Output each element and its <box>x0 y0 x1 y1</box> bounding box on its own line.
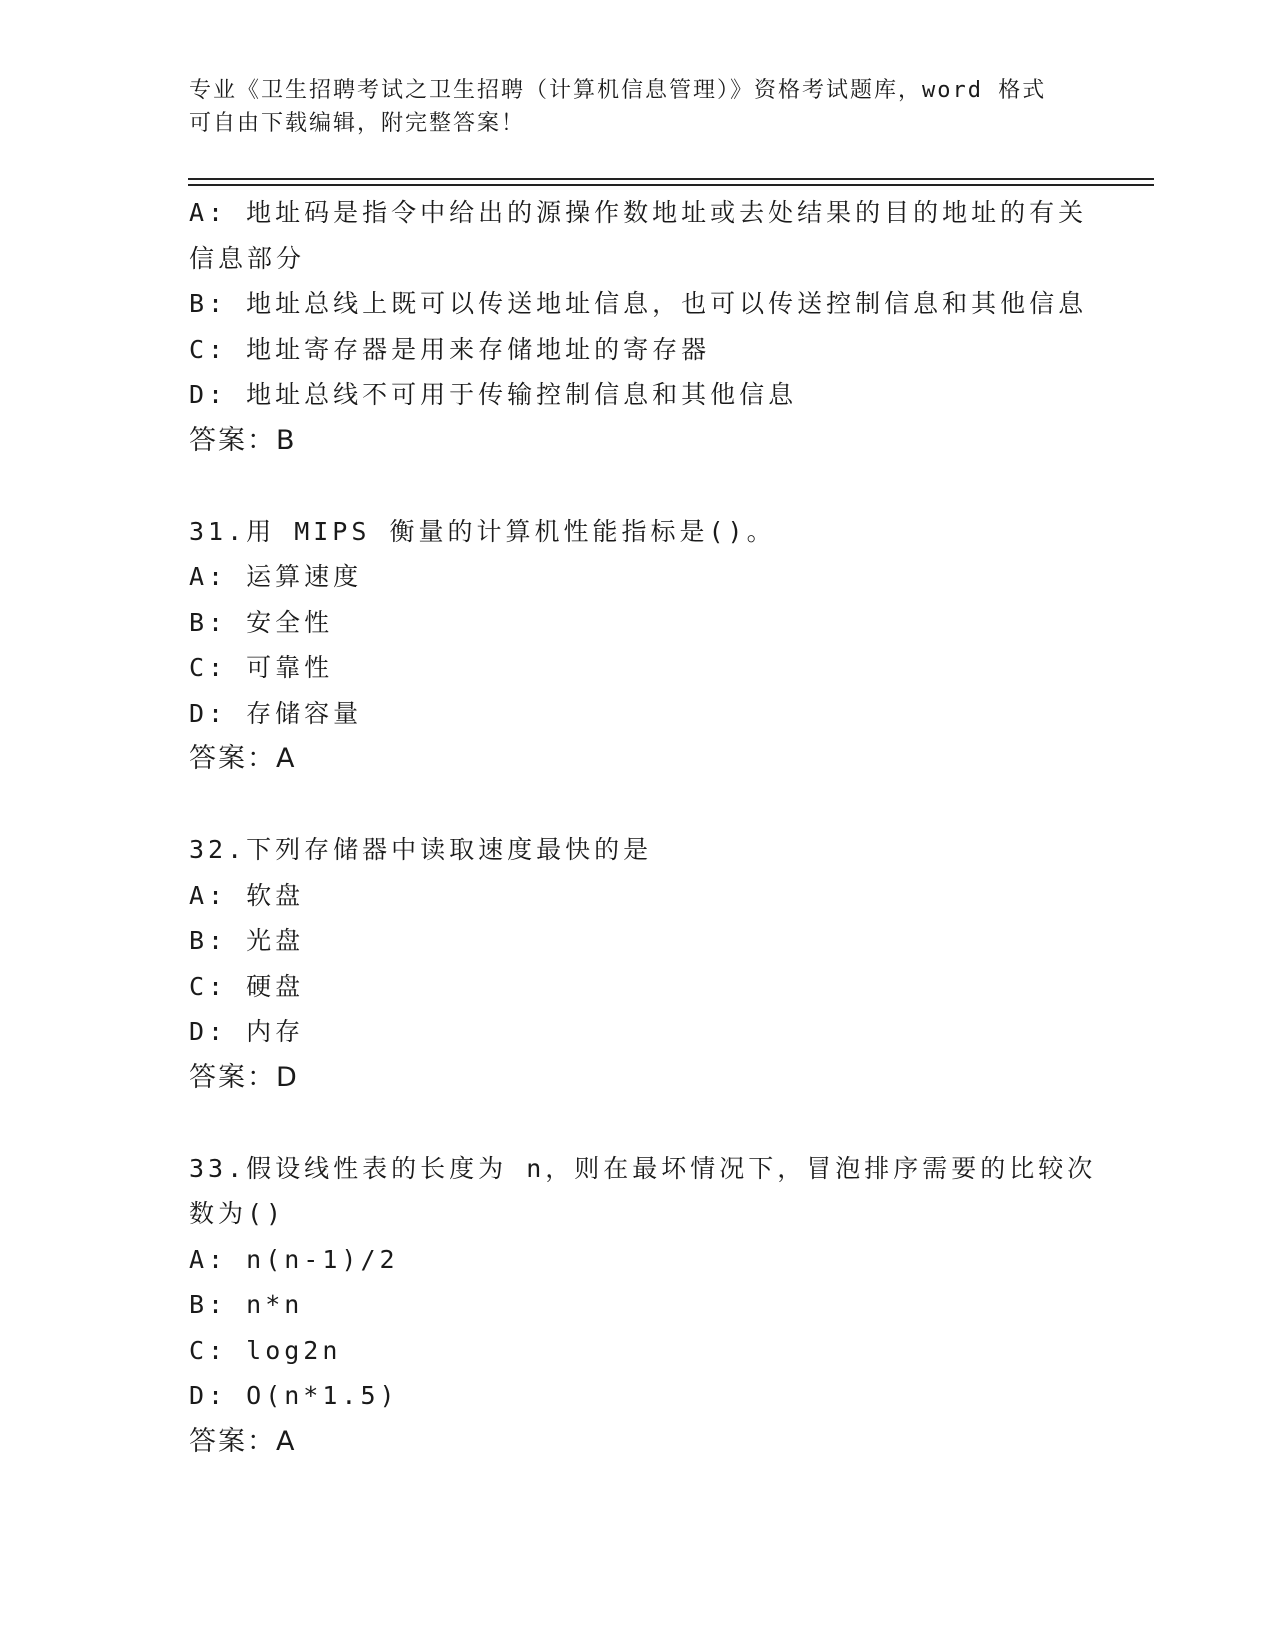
spacer <box>189 782 1089 828</box>
question-stem: 32.下列存储器中读取速度最快的是 <box>189 835 653 864</box>
question-stem: 31.用 MIPS 衡量的计算机性能指标是()。 <box>189 516 776 546</box>
option-b: B: 地址总线上既可以传送地址信息，也可以传送控制信息和其他信息 <box>189 289 1088 318</box>
option-a: A: n(n-1)/2 <box>189 1244 399 1274</box>
header-divider-bottom <box>188 184 1154 186</box>
option-c: C: log2n <box>189 1335 342 1365</box>
document-header <box>189 74 1069 140</box>
option-a-line-1: A: 地址码是指令中给出的源操作数地址或去处结果的目的地址的有关 <box>189 198 1088 227</box>
option-d: D: 内存 <box>189 1017 305 1046</box>
header-line-2: 可自由下载编辑，附完整答案！ <box>189 111 526 136</box>
question-stem-line-1: 33.假设线性表的长度为 n，则在最坏情况下，冒泡排序需要的比较次 <box>189 1153 1097 1183</box>
option-c: C: 地址寄存器是用来存储地址的寄存器 <box>189 334 711 364</box>
answer-line: 答案：B <box>189 424 297 456</box>
question-block-31 <box>189 509 1089 782</box>
question-stem-line-2: 数为() <box>189 1199 286 1228</box>
option-d: D: 地址总线不可用于传输控制信息和其他信息 <box>189 380 798 409</box>
option-b: B: 安全性 <box>189 607 334 637</box>
spacer <box>189 463 1089 509</box>
option-a: A: 运算速度 <box>189 562 363 591</box>
header-divider-top <box>188 178 1154 180</box>
option-d: D: 存储容量 <box>189 698 363 728</box>
question-list <box>189 190 1097 1464</box>
question-block-30 <box>189 190 1089 463</box>
answer-line: 答案：A <box>189 1425 297 1457</box>
option-c: C: 可靠性 <box>189 653 334 682</box>
question-block-33 <box>189 1146 1097 1465</box>
answer-line: 答案：A <box>189 743 297 774</box>
spacer <box>189 1100 1089 1146</box>
option-d: D: O(n*1.5) <box>189 1381 399 1410</box>
option-a: A: 软盘 <box>189 880 305 910</box>
option-b: B: 光盘 <box>189 926 305 955</box>
header-line-1: 专业《卫生招聘考试之卫生招聘（计算机信息管理）》资格考试题库，word 格式 <box>189 78 1047 103</box>
option-c: C: 硬盘 <box>189 971 305 1001</box>
question-block-32 <box>189 827 1089 1100</box>
option-a-line-2: 信息部分 <box>189 243 306 273</box>
answer-line: 答案：D <box>189 1061 299 1093</box>
option-b: B: n*n <box>189 1290 304 1319</box>
